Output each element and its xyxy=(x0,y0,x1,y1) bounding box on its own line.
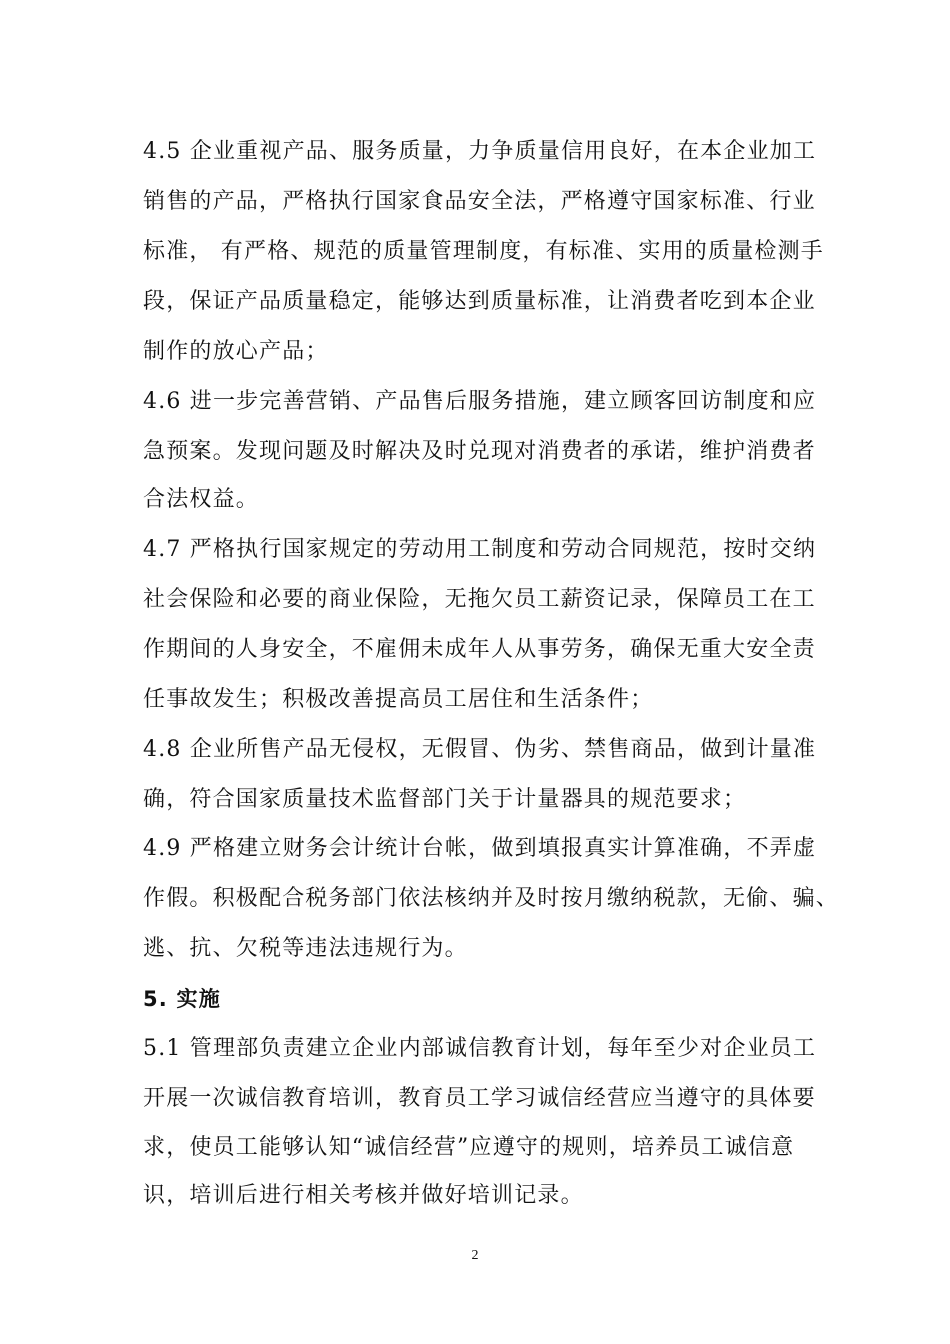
paragraph-4-5-line-5: 制作的放心产品； xyxy=(143,339,329,364)
paragraph-4-8-line-2: 确，符合国家质量技术监督部门关于计量器具的规范要求； xyxy=(143,787,747,812)
paragraph-4-6-line-3: 合法权益。 xyxy=(143,487,260,512)
paragraph-4-7-line-4: 任事故发生；积极改善提高员工居住和生活条件； xyxy=(143,687,654,712)
paragraph-4-6-line-2: 急预案。发现问题及时解决及时兑现对消费者的承诺，维护消费者 xyxy=(143,439,816,464)
paragraph-4-9-line-3: 逃、抗、欠税等违法违规行为。 xyxy=(143,936,468,961)
paragraph-4-6-line-1: 4.6 进一步完善营销、产品售后服务措施，建立顾客回访制度和应 xyxy=(143,389,817,414)
paragraph-4-5-line-2: 销售的产品，严格执行国家食品安全法，严格遵守国家标准、行业 xyxy=(143,189,816,214)
paragraph-4-7-line-1: 4.7 严格执行国家规定的劳动用工制度和劳动合同规范，按时交纳 xyxy=(143,537,817,562)
paragraph-4-9-line-1: 4.9 严格建立财务会计统计台帐，做到填报真实计算准确，不弄虚 xyxy=(143,836,817,861)
section-5-heading: 5. 实施 xyxy=(143,987,221,1011)
paragraph-5-1-line-3: 求，使员工能够认知“诚信经营”应遵守的规则，培养员工诚信意 xyxy=(143,1135,795,1160)
paragraph-5-1-line-1: 5.1 管理部负责建立企业内部诚信教育计划，每年至少对企业员工 xyxy=(143,1036,817,1061)
page-number: 2 xyxy=(471,1248,479,1263)
paragraph-4-7-line-2: 社会保险和必要的商业保险，无拖欠员工薪资记录，保障员工在工 xyxy=(143,587,816,612)
paragraph-4-5-line-3: 标准， 有严格、规范的质量管理制度，有标准、实用的质量检测手 xyxy=(143,239,824,264)
paragraph-5-1-line-2: 开展一次诚信教育培训，教育员工学习诚信经营应当遵守的具体要 xyxy=(143,1086,816,1111)
paragraph-4-8-line-1: 4.8 企业所售产品无侵权，无假冒、伪劣、禁售商品，做到计量准 xyxy=(143,737,817,762)
paragraph-4-7-line-3: 作期间的人身安全，不雇佣未成年人从事劳务，确保无重大安全责 xyxy=(143,637,816,662)
paragraph-4-5-line-1: 4.5 企业重视产品、服务质量，力争质量信用良好，在本企业加工 xyxy=(143,139,817,164)
paragraph-4-5-line-4: 段，保证产品质量稳定，能够达到质量标准，让消费者吃到本企业 xyxy=(143,289,816,314)
paragraph-5-1-line-4: 识，培训后进行相关考核并做好培训记录。 xyxy=(143,1183,584,1208)
paragraph-4-9-line-2: 作假。积极配合税务部门依法核纳并及时按月缴纳税款，无偷、骗、 xyxy=(143,886,840,911)
